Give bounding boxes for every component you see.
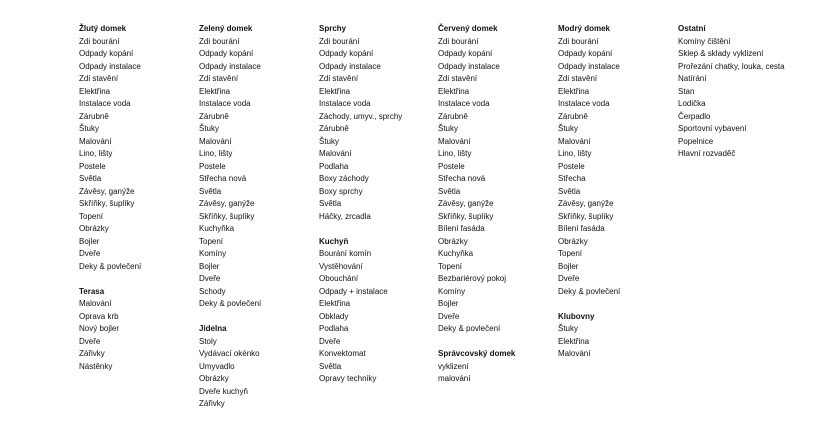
list-item: Obrázky — [558, 236, 588, 246]
list-item: Postele — [79, 161, 106, 171]
section — [558, 311, 676, 361]
list-item: Obouchání — [319, 274, 359, 283]
list-item: Světla — [319, 199, 342, 208]
section-title: Správcovský domek — [438, 349, 516, 358]
list-item: Obklady — [319, 311, 349, 321]
list-item: Střecha nová — [199, 174, 247, 183]
list-item: Elektřina — [319, 86, 351, 96]
list-item: Zářivky — [79, 349, 105, 358]
list-item: Topení — [79, 211, 104, 221]
list-item: Komíny — [438, 286, 466, 296]
list-item: Hlavní rozvaděč — [678, 149, 736, 158]
section-title: Sprchy — [319, 24, 347, 33]
list-item: Světla — [319, 361, 342, 371]
list-item: Zdi bourání — [199, 36, 240, 46]
list-item: Bojler — [558, 261, 579, 271]
section — [438, 23, 556, 336]
list-item: Dveře — [558, 274, 580, 283]
list-item: Zdi bourání — [79, 36, 120, 46]
list-item: Malování — [558, 136, 591, 146]
list-item: Stan — [678, 86, 695, 96]
list-item: Vystěhování — [319, 261, 363, 271]
list-item: Malování — [558, 349, 591, 358]
list-item: Instalace voda — [319, 99, 371, 108]
list-item: Topení — [438, 261, 463, 271]
list-item: Zdi stavění — [319, 74, 359, 83]
list-item: Odpady + instalace — [319, 286, 388, 296]
list-item: Odpady kopání — [438, 49, 493, 58]
list-item: Komíny čištění — [678, 36, 731, 46]
list-item: Lodička — [678, 99, 706, 108]
list-item: vyklizení — [438, 361, 469, 371]
list-item: Bojler — [438, 299, 459, 308]
column-3 — [319, 23, 437, 386]
list-item: Nový bojler — [79, 324, 120, 333]
list-item: Natírání — [678, 74, 707, 83]
list-item: Elektřina — [319, 299, 351, 308]
section — [79, 23, 197, 273]
section-title: Terasa — [79, 286, 105, 296]
list-item: Podlaha — [319, 324, 349, 333]
list-item: Elektřina — [558, 336, 590, 346]
list-item: Dveře — [319, 336, 341, 346]
list-item: Sklep & sklady vyklizení — [678, 49, 764, 58]
list-item: Komíny — [199, 249, 227, 258]
section-title: Klubovny — [558, 311, 595, 321]
list-item: Boxy záchody — [319, 174, 369, 183]
list-item: Prořezání chatky, louka, cesta — [678, 61, 785, 71]
list-item: Instalace voda — [438, 99, 490, 108]
list-item: Štuky — [438, 124, 459, 133]
list-item: Obrázky — [199, 374, 229, 383]
list-item: Bílení fasáda — [438, 224, 485, 233]
list-item: Sportovní vybavení — [678, 124, 747, 133]
section-title: Kuchyň — [319, 236, 349, 246]
list-item: Zárubně — [79, 111, 109, 121]
list-item: Bourání komín — [319, 249, 372, 258]
section-title: Žlutý domek — [79, 24, 127, 33]
column-5 — [558, 23, 676, 361]
list-item: Bílení fasáda — [558, 224, 605, 233]
list-item: Odpady instalace — [438, 61, 500, 71]
list-item: Lino, lišty — [79, 149, 113, 158]
list-item: Malování — [199, 136, 232, 146]
column-4 — [438, 23, 556, 386]
list-item: Dveře kuchyň — [199, 386, 248, 396]
list-item: Dveře — [438, 311, 460, 321]
list-item: Deky & povlečení — [79, 261, 142, 271]
list-item: Zdi bourání — [558, 36, 599, 46]
list-item: Záchody, umyv., sprchy — [319, 111, 403, 121]
list-item: Světla — [199, 186, 222, 196]
list-item: Štuky — [319, 136, 340, 146]
list-item: Střecha — [558, 174, 586, 183]
list-item: Malování — [438, 136, 471, 146]
list-item: Oprava krb — [79, 311, 119, 321]
list-item: Odpady instalace — [79, 61, 141, 71]
list-item: Štuky — [558, 324, 579, 333]
list-item: Kuchyňka — [438, 249, 474, 258]
section-title: Zelený domek — [199, 24, 253, 33]
list-item: Zdi bourání — [438, 36, 479, 46]
list-item: Zárubně — [558, 111, 588, 121]
list-item: Vydávací okénko — [199, 349, 260, 358]
section-title: Ostatní — [678, 24, 706, 33]
list-item: Bojler — [79, 236, 100, 246]
list-item: Skříňky, šuplíky — [438, 211, 494, 221]
list-item: Postele — [199, 161, 226, 171]
list-item: Závěsy, ganýže — [199, 199, 255, 208]
section-title: Modrý domek — [558, 24, 611, 33]
list-item: Zárubně — [438, 111, 468, 121]
list-item: Elektřina — [438, 86, 470, 96]
list-item: Odpady instalace — [319, 61, 381, 71]
list-item: Bojler — [199, 261, 220, 271]
list-item: Postele — [558, 161, 585, 171]
list-item: Čerpadlo — [678, 111, 711, 121]
list-item: Topení — [199, 236, 224, 246]
list-item: Světla — [558, 186, 581, 196]
section-title: Jidelna — [199, 324, 227, 333]
list-item: Elektřina — [558, 86, 590, 96]
list-item: Obrázky — [79, 224, 109, 233]
list-item: Deky & povlečení — [558, 286, 621, 296]
list-item: Nástěnky — [79, 361, 113, 371]
section — [438, 348, 556, 386]
list-item: Obrázky — [438, 236, 468, 246]
list-item: Odpady kopání — [199, 49, 254, 58]
list-item: Odpady instalace — [199, 61, 261, 71]
section — [319, 23, 437, 223]
list-item: Zdi stavění — [558, 74, 598, 83]
list-item: Štuky — [79, 124, 100, 133]
list-item: Závěsy, ganýže — [438, 199, 494, 208]
list-item: Elektřina — [199, 86, 231, 96]
list-item: Skříňky, šuplíky — [199, 211, 255, 221]
list-item: Malování — [319, 149, 352, 158]
list-item: Závěsy, ganýže — [79, 186, 135, 196]
list-item: Instalace voda — [199, 99, 251, 108]
list-item: Malování — [79, 136, 112, 146]
list-item: Závěsy, ganýže — [558, 199, 614, 208]
list-item: Konvektomat — [319, 349, 366, 358]
list-item: Lino, lišty — [199, 149, 233, 158]
list-item: Odpady kopání — [319, 49, 374, 58]
list-item: Zdi stavění — [438, 74, 478, 83]
list-item: Malování — [79, 299, 112, 308]
list-item: Podlaha — [319, 161, 349, 171]
list-item: Lino, lišty — [558, 149, 592, 158]
section — [79, 286, 197, 374]
list-item: Bezbariérový pokoj — [438, 274, 507, 283]
list-item: Odpady kopání — [79, 49, 134, 58]
list-item: Instalace voda — [558, 99, 610, 108]
list-item: Stoly — [199, 336, 217, 346]
list-item: Lino, lišty — [438, 149, 472, 158]
list-item: Topení — [558, 249, 583, 258]
list-item: Schody — [199, 286, 226, 296]
list-item: Skříňky, šuplíky — [558, 211, 614, 221]
list-item: Střecha nová — [438, 174, 486, 183]
list-item: malování — [438, 374, 471, 383]
column-6 — [678, 23, 796, 161]
list-item: Deky & povlečení — [199, 299, 262, 308]
column-2 — [199, 23, 317, 411]
list-item: Umyvadlo — [199, 361, 235, 371]
list-item: Zárubně — [319, 124, 349, 133]
list-item: Odpady kopání — [558, 49, 613, 58]
list-item: Popelnice — [678, 136, 714, 146]
list-item: Postele — [438, 161, 465, 171]
list-item: Boxy sprchy — [319, 186, 363, 196]
list-item: Zdi bourání — [319, 36, 360, 46]
list-item: Instalace voda — [79, 99, 131, 108]
section — [678, 23, 796, 161]
section-title: Červený domek — [438, 24, 498, 33]
list-item: Štuky — [558, 124, 579, 133]
list-item: Zdi stavění — [199, 74, 239, 83]
list-item: Dveře — [79, 249, 101, 258]
list-item: Skříňky, šuplíky — [79, 199, 135, 208]
list-item: Opravy techniky — [319, 374, 377, 383]
section — [199, 323, 317, 411]
section — [199, 23, 317, 311]
column-1 — [79, 23, 197, 373]
list-item: Kuchyňka — [199, 224, 235, 233]
list-item: Háčky, zrcadla — [319, 211, 371, 221]
list-item: Zářivky — [199, 399, 225, 408]
list-item: Zdi stavění — [79, 74, 119, 83]
list-item: Elektřina — [79, 86, 111, 96]
section — [558, 23, 676, 298]
list-item: Dveře — [79, 336, 101, 346]
list-item: Světla — [438, 186, 461, 196]
list-item: Odpady instalace — [558, 61, 620, 71]
list-item: Dveře — [199, 274, 221, 283]
list-item: Zárubně — [199, 111, 229, 121]
list-item: Štuky — [199, 124, 220, 133]
list-item: Deky & povlečení — [438, 324, 501, 333]
section — [319, 236, 437, 386]
list-item: Světla — [79, 174, 102, 183]
